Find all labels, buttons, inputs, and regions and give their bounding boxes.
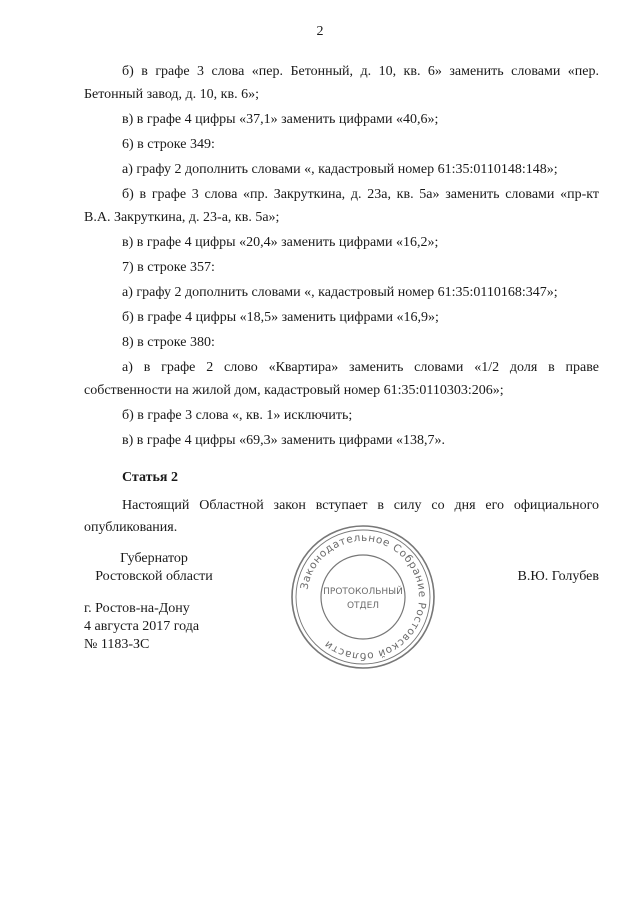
article-heading: Статья 2	[122, 470, 178, 485]
stamp-center-line2: ОТДЕЛ	[346, 601, 380, 611]
list-item: б) в графе 3 слова «, кв. 1» исключить;	[122, 408, 353, 423]
date: 4 августа 2017 года	[84, 619, 200, 634]
city: г. Ростов-на-Дону	[84, 601, 190, 616]
list-item: б) в графе 3 слова «пр. Закруткина, д. 23а, кв. 5а» заменить словами «пр-кт В.А. Закруткина, д. 23-а, кв. 5а»;	[84, 187, 599, 225]
document-body	[84, 60, 599, 541]
signatory-title	[84, 550, 224, 586]
list-item: а) графу 2 дополнить словами «, кадастровый номер 61:35:0110148:148»;	[122, 162, 558, 177]
list-item: а) в графе 2 слово «Квартира» заменить словами «1/2 доля в праве собственности на жилой дом, кадастровый номер 61:35:0110303:206»;	[84, 360, 599, 398]
official-stamp-icon	[288, 522, 438, 672]
list-item: 8) в строке 380:	[122, 335, 215, 350]
list-item: в) в графе 4 цифры «37,1» заменить цифрами «40,6»;	[122, 112, 439, 127]
list-item: 7) в строке 357:	[122, 260, 215, 275]
list-item: а) графу 2 дополнить словами «, кадастровый номер 61:35:0110168:347»;	[122, 285, 558, 300]
article-text: Настоящий Областной закон вступает в силу со дня его официального опубликования.	[84, 498, 599, 535]
stamp-center-line1: ПРОТОКОЛЬНЫЙ	[323, 587, 403, 597]
law-number: № 1183-ЗС	[84, 637, 150, 652]
list-item: б) в графе 3 слова «пер. Бетонный, д. 10, кв. 6» заменить словами «пер. Бетонный завод, д. 10, кв. 6»;	[84, 64, 599, 102]
signatory-title-line1: Губернатор	[120, 551, 188, 566]
page-number: 2	[316, 24, 324, 39]
list-item: 6) в строке 349:	[122, 137, 215, 152]
stamp-ring-text: Законодательное Собрание Ростовской области	[298, 531, 429, 663]
place-date	[84, 600, 199, 654]
list-item: в) в графе 4 цифры «20,4» заменить цифрами «16,2»;	[122, 235, 439, 250]
list-item: в) в графе 4 цифры «69,3» заменить цифрами «138,7».	[122, 433, 446, 448]
signatory-title-line2: Ростовской области	[95, 569, 213, 584]
signatory-name: В.Ю. Голубев	[517, 569, 599, 584]
list-item: б) в графе 4 цифры «18,5» заменить цифрами «16,9»;	[122, 310, 439, 325]
